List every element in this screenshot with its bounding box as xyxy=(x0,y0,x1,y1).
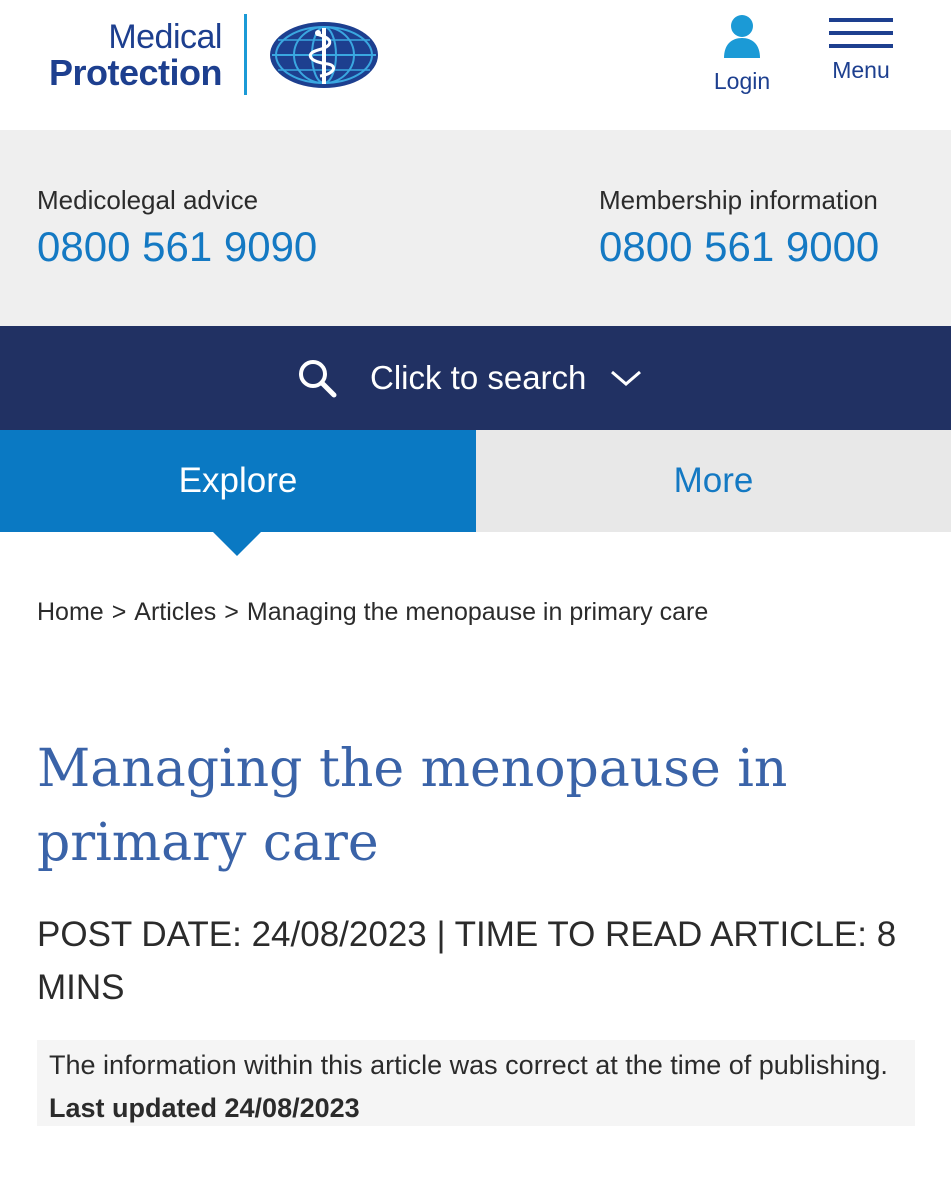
article-notice xyxy=(37,1040,915,1126)
medicolegal-phone-link[interactable]: 0800 561 9090 xyxy=(37,223,318,270)
contact-band xyxy=(0,130,951,326)
login-button[interactable] xyxy=(700,14,784,95)
breadcrumb-home[interactable]: Home xyxy=(37,598,104,626)
menu-button[interactable] xyxy=(824,18,898,84)
user-icon xyxy=(722,14,762,60)
brand-line-2: Protection xyxy=(48,52,222,93)
notice-last-updated: Last updated 24/08/2023 xyxy=(49,1093,360,1123)
active-tab-pointer xyxy=(213,532,261,556)
medicolegal-contact xyxy=(37,184,317,274)
breadcrumb xyxy=(37,598,708,627)
brand-line-1: Medical xyxy=(108,18,222,56)
login-label: Login xyxy=(713,68,771,94)
search-icon xyxy=(296,357,338,399)
logo-divider xyxy=(244,14,247,95)
membership-contact xyxy=(599,184,879,274)
medicolegal-label: Medicolegal advice xyxy=(37,185,259,215)
breadcrumb-separator: > xyxy=(111,598,127,626)
breadcrumb-separator: > xyxy=(224,598,239,626)
breadcrumb-current: Managing the menopause in primary care xyxy=(246,598,709,626)
caduceus-globe-icon[interactable] xyxy=(268,20,380,90)
chevron-down-icon xyxy=(610,368,642,388)
post-meta: POST DATE: 24/08/2023 | TIME TO READ ARTICLE: 8 MINS xyxy=(37,915,897,1007)
membership-label: Membership information xyxy=(599,185,878,215)
brand-logo-text[interactable] xyxy=(36,20,222,92)
tab-more[interactable]: More xyxy=(476,430,951,532)
notice-text: The information within this article was correct at the time of publishing. xyxy=(49,1050,888,1080)
search-toggle-content xyxy=(296,356,642,400)
hamburger-icon xyxy=(824,18,898,48)
menu-label: Menu xyxy=(832,57,890,83)
breadcrumb-articles[interactable]: Articles xyxy=(134,598,217,626)
site-header xyxy=(0,0,951,130)
tab-explore[interactable]: Explore xyxy=(0,430,476,532)
search-label: Click to search xyxy=(370,359,587,396)
membership-phone-link[interactable]: 0800 561 9000 xyxy=(599,223,880,270)
page-title: Managing the menopause in primary care xyxy=(37,739,788,873)
search-toggle-bar[interactable] xyxy=(0,326,951,430)
